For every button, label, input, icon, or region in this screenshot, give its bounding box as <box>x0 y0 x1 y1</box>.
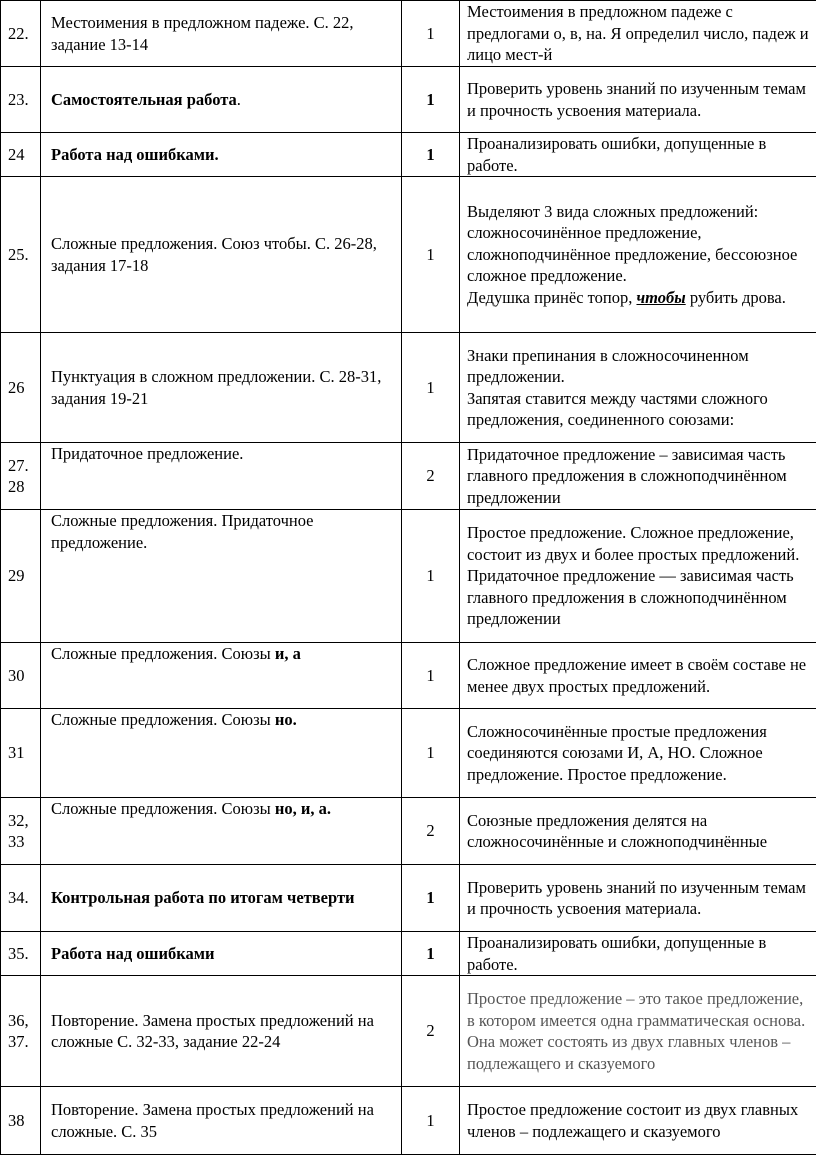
lesson-hours: 1 <box>402 709 460 798</box>
lesson-number: 26 <box>1 333 41 443</box>
lesson-topic: Работа над ошибками <box>41 932 402 976</box>
table-row <box>1 333 816 443</box>
lesson-number: 36, 37. <box>1 976 41 1087</box>
lesson-topic: Контрольная работа по итогам четверти <box>41 865 402 932</box>
lesson-topic <box>41 643 402 709</box>
lesson-hours: 1 <box>402 510 460 643</box>
table-row <box>1 1087 816 1155</box>
lesson-hours: 1 <box>402 1 460 67</box>
lesson-hours: 1 <box>402 1087 460 1155</box>
lesson-topic: Работа над ошибками. <box>41 133 402 177</box>
lesson-topic: Повторение. Замена простых предложений на сложные. С. 35 <box>41 1087 402 1155</box>
example-sentence <box>467 287 813 309</box>
lesson-topic-text: Сложные предложения. Союзы <box>51 799 275 818</box>
lesson-topic: Сложные предложения. Союз чтобы. С. 26-28, задания 17-18 <box>41 177 402 333</box>
lesson-description: Простое предложение состоит из двух главных членов – подлежащего и сказуемого <box>460 1087 816 1155</box>
lesson-hours: 1 <box>402 333 460 443</box>
table-row <box>1 177 816 333</box>
lesson-description: Придаточное предложение – зависимая часть главного предложения в сложноподчинённом предложении <box>460 443 816 510</box>
lesson-number: 34. <box>1 865 41 932</box>
conjunctions: но. <box>274 710 297 729</box>
lesson-topic <box>41 709 402 798</box>
lesson-number: 32, 33 <box>1 798 41 865</box>
lesson-description: Союзные предложения делятся на сложносочинённые и сложноподчинённые <box>460 798 816 865</box>
lesson-topic: Придаточное предложение. <box>41 443 402 510</box>
lesson-description: Проверить уровень знаний по изученным темам и прочность усвоения материала. <box>460 67 816 133</box>
lesson-description <box>460 333 816 443</box>
lesson-topic: Местоимения в предложном падеже. С. 22, задание 13-14 <box>41 1 402 67</box>
lesson-topic-text: Сложные предложения. Союзы <box>51 710 275 729</box>
table-row <box>1 1 816 67</box>
table-row <box>1 510 816 643</box>
conjunctions: и, а <box>274 644 301 663</box>
lesson-hours: 1 <box>402 67 460 133</box>
table-row <box>1 643 816 709</box>
conjunctions: но, и, а. <box>274 799 331 818</box>
lesson-hours: 1 <box>402 865 460 932</box>
lesson-number: 31 <box>1 709 41 798</box>
description-text: Знаки препинания в сложносочиненном предложении. <box>467 345 749 386</box>
lesson-description: Простое предложение. Сложное предложение, состоит из двух и более простых предложений. Придаточное предложение — зависимая часть главного предложения в сложноподчинённом предложении <box>460 510 816 643</box>
lesson-description: Простое предложение – это такое предложение, в котором имеется одна грамматическая основа. Она может состоять из двух главных членов – подлежащего и сказуемого <box>460 976 816 1087</box>
lesson-topic <box>41 798 402 865</box>
table-row <box>1 976 816 1087</box>
table-row <box>1 865 816 932</box>
lesson-number: 29 <box>1 510 41 643</box>
lesson-hours: 2 <box>402 443 460 510</box>
table-row <box>1 709 816 798</box>
lesson-description: Проанализировать ошибки, допущенные в работе. <box>460 133 816 177</box>
lesson-hours: 1 <box>402 133 460 177</box>
lesson-description: Проанализировать ошибки, допущенные в работе. <box>460 932 816 976</box>
lesson-number: 27. 28 <box>1 443 41 510</box>
lesson-number: 24 <box>1 133 41 177</box>
lesson-number: 23. <box>1 67 41 133</box>
example-text-end: рубить дрова. <box>685 287 786 307</box>
table-row <box>1 133 816 177</box>
lesson-number: 38 <box>1 1087 41 1155</box>
lesson-topic-bold: Самостоятельная работа <box>51 89 237 109</box>
table-row <box>1 798 816 865</box>
table-row <box>1 443 816 510</box>
table-row <box>1 932 816 976</box>
lesson-number: 35. <box>1 932 41 976</box>
lesson-description <box>460 177 816 333</box>
lesson-topic-text: Сложные предложения. Союзы <box>51 644 275 663</box>
example-text: Дедушка принёс топор, <box>467 287 637 307</box>
lesson-hours: 1 <box>402 932 460 976</box>
lesson-number: 25. <box>1 177 41 333</box>
lesson-topic-tail: . <box>236 89 241 109</box>
lesson-hours: 2 <box>402 798 460 865</box>
description-text: Запятая ставится между частями сложного предложения, соединенного союзами: <box>467 388 768 429</box>
lesson-description: Сложное предложение имеет в своём составе не менее двух простых предложений. <box>460 643 816 709</box>
table-row <box>1 67 816 133</box>
lesson-number: 22. <box>1 1 41 67</box>
lesson-topic: Пунктуация в сложном предложении. С. 28-31, задания 19-21 <box>41 333 402 443</box>
lesson-description: Сложносочинённые простые предложения соединяются союзами И, А, НО. Сложное предложение. Простое предложение. <box>460 709 816 798</box>
lesson-topic: Повторение. Замена простых предложений на сложные С. 32-33, задание 22-24 <box>41 976 402 1087</box>
lesson-description: Местоимения в предложном падеже с предлогами о, в, на. Я определил число, падеж и лицо мест-й <box>460 1 816 67</box>
lesson-number: 30 <box>1 643 41 709</box>
lesson-hours: 1 <box>402 177 460 333</box>
lesson-topic <box>41 67 402 133</box>
description-text: Выделяют 3 вида сложных предложений: сложносочинённое предложение, сложноподчинённое предложение, бессоюзное сложное предложение. <box>467 201 798 286</box>
lesson-hours: 2 <box>402 976 460 1087</box>
example-keyword: чтобы <box>636 287 686 307</box>
lesson-topic: Сложные предложения. Придаточное предложение. <box>41 510 402 643</box>
lesson-description: Проверить уровень знаний по изученным темам и прочность усвоения материала. <box>460 865 816 932</box>
lesson-hours: 1 <box>402 643 460 709</box>
